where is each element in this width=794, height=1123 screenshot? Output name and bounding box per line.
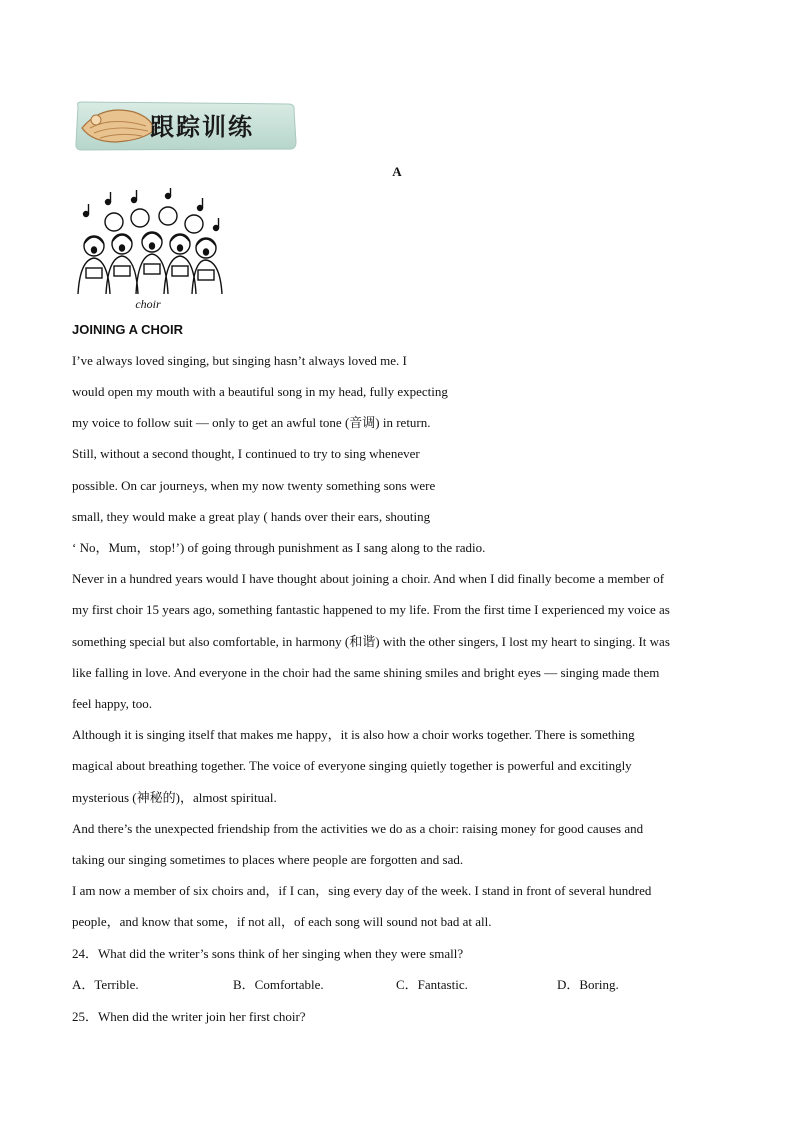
article-title: JOINING A CHOIR — [72, 322, 183, 337]
article-line: Although it is singing itself that makes me happy，it is also how a choir works together. There is something — [72, 727, 635, 742]
option-c: C．Fantastic. — [396, 977, 468, 992]
question-24: 24．What did the writer’s sons think of her singing when they were small? — [72, 946, 464, 961]
section-banner — [72, 98, 298, 154]
article-line: my first choir 15 years ago, something fantastic happened to my life. From the first time I experienced my voice as — [72, 602, 670, 617]
article-line: Never in a hundred years would I have thought about joining a choir. And when I did finally become a member of — [72, 571, 665, 586]
article-line: mysterious (神秘的)，almost spiritual. — [72, 790, 277, 805]
article-line: possible. On car journeys, when my now twenty something sons were — [72, 478, 436, 493]
article-line: my voice to follow suit — only to get an awful tone (音调) in return. — [72, 415, 431, 430]
question-25: 25．When did the writer join her first choir? — [72, 1009, 306, 1024]
article-line: And there’s the unexpected friendship from the activities we do as a choir: raising money for good causes and — [72, 821, 644, 836]
article-line: magical about breathing together. The voice of everyone singing quietly together is powerful and excitingly — [72, 758, 632, 773]
image-caption: choir — [135, 297, 161, 311]
article-line: people，and know that some，if not all，of each song will sound not bad at all. — [72, 914, 492, 929]
article-line: small, they would make a great play ( hands over their ears, shouting — [72, 509, 431, 524]
article-line: taking our singing sometimes to places where people are forgotten and sad. — [72, 852, 464, 867]
article-line: would open my mouth with a beautiful song in my head, fully expecting — [72, 384, 448, 399]
article-line: I’ve always loved singing, but singing hasn’t always loved me. I — [72, 353, 407, 368]
option-d: D．Boring. — [557, 977, 619, 992]
section-letter: A — [392, 164, 402, 179]
music-note-icon — [84, 188, 219, 231]
article-line: something special but also comfortable, in harmony (和谐) with the other singers, I lost my heart to singing. It was — [72, 634, 670, 649]
article-line: feel happy, too. — [72, 696, 153, 711]
article-line: Still, without a second thought, I continued to try to sing whenever — [72, 446, 420, 461]
choir-image — [72, 188, 224, 296]
choir-illustration-icon — [72, 188, 224, 296]
option-a: A．Terrible. — [72, 977, 139, 992]
article-line: like falling in love. And everyone in the choir had the same shining smiles and bright eyes — singing made them — [72, 665, 660, 680]
article-line: I am now a member of six choirs and，if I can，sing every day of the week. I stand in front of several hundred — [72, 883, 652, 898]
banner-title: 跟踪训练 — [150, 113, 254, 141]
article-line: ‘ No，Mum，stop!’) of going through punishment as I sang along to the radio. — [72, 540, 486, 555]
option-b: B．Comfortable. — [233, 977, 324, 992]
